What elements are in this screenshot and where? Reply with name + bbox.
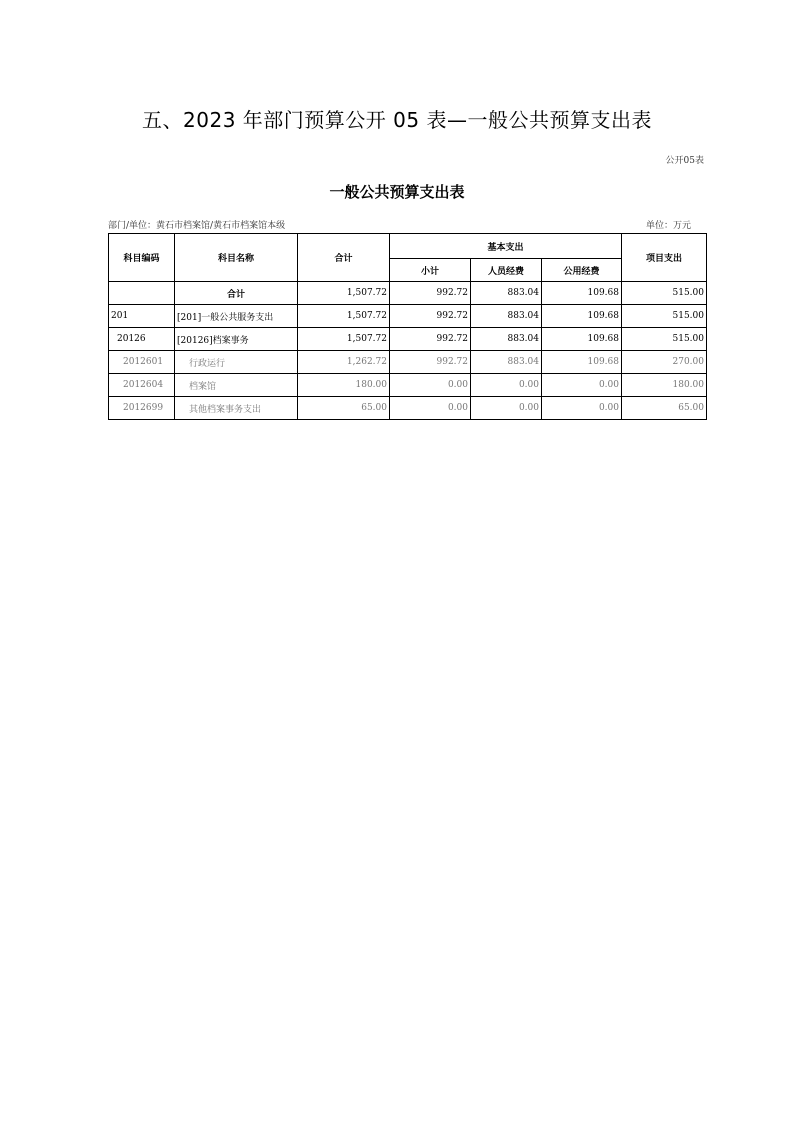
cell-code: 2012604 <box>109 374 175 397</box>
table-title: 一般公共预算支出表 <box>329 183 465 201</box>
cell-code: 2012699 <box>109 397 175 420</box>
header-basic: 基本支出 <box>390 234 622 259</box>
cell-subtotal: 0.00 <box>390 397 471 420</box>
table-row <box>109 351 707 374</box>
cell-name: 行政运行 <box>175 351 298 374</box>
department-label: 部门/单位：黄石市档案馆/黄石市档案馆本级 <box>108 221 286 231</box>
cell-public: 0.00 <box>542 374 622 397</box>
form-number: 公开05表 <box>665 156 704 166</box>
cell-project: 180.00 <box>622 374 707 397</box>
cell-total: 1,262.72 <box>298 351 390 374</box>
cell-public: 0.00 <box>542 397 622 420</box>
cell-personnel: 883.04 <box>471 328 542 351</box>
cell-total: 180.00 <box>298 374 390 397</box>
header-row <box>109 234 707 259</box>
cell-public: 109.68 <box>542 328 622 351</box>
header-total: 合计 <box>298 234 390 282</box>
cell-project: 65.00 <box>622 397 707 420</box>
header-project: 项目支出 <box>622 234 707 282</box>
cell-project: 515.00 <box>622 328 707 351</box>
cell-personnel: 883.04 <box>471 351 542 374</box>
cell-code: 201 <box>109 305 175 328</box>
table-row <box>109 305 707 328</box>
cell-subtotal: 992.72 <box>390 351 471 374</box>
cell-name: [20126]档案事务 <box>175 328 298 351</box>
cell-project: 515.00 <box>622 282 707 305</box>
cell-subtotal: 992.72 <box>390 305 471 328</box>
cell-name: 其他档案事务支出 <box>175 397 298 420</box>
table-row <box>109 328 707 351</box>
cell-name: 档案馆 <box>175 374 298 397</box>
cell-subtotal: 992.72 <box>390 282 471 305</box>
cell-personnel: 883.04 <box>471 282 542 305</box>
cell-public: 109.68 <box>542 305 622 328</box>
header-personnel: 人员经费 <box>471 259 542 282</box>
cell-subtotal: 0.00 <box>390 374 471 397</box>
header-code: 科目编码 <box>109 234 175 282</box>
cell-total: 1,507.72 <box>298 282 390 305</box>
unit-label: 单位：万元 <box>646 221 692 231</box>
table-row <box>109 282 707 305</box>
cell-code <box>109 282 175 305</box>
cell-name: 合计 <box>175 282 298 305</box>
cell-project: 515.00 <box>622 305 707 328</box>
cell-subtotal: 992.72 <box>390 328 471 351</box>
header-public: 公用经费 <box>542 259 622 282</box>
cell-project: 270.00 <box>622 351 707 374</box>
cell-public: 109.68 <box>542 282 622 305</box>
cell-public: 109.68 <box>542 351 622 374</box>
cell-code: 2012601 <box>109 351 175 374</box>
budget-table <box>108 233 707 420</box>
cell-total: 65.00 <box>298 397 390 420</box>
cell-personnel: 0.00 <box>471 397 542 420</box>
cell-total: 1,507.72 <box>298 328 390 351</box>
cell-code: 20126 <box>109 328 175 351</box>
cell-total: 1,507.72 <box>298 305 390 328</box>
cell-personnel: 883.04 <box>471 305 542 328</box>
cell-personnel: 0.00 <box>471 374 542 397</box>
header-subtotal: 小计 <box>390 259 471 282</box>
table-row <box>109 374 707 397</box>
document-title: 五、2023 年部门预算公开 05 表—一般公共预算支出表 <box>142 108 652 132</box>
header-name: 科目名称 <box>175 234 298 282</box>
cell-name: [201]一般公共服务支出 <box>175 305 298 328</box>
table-row <box>109 397 707 420</box>
